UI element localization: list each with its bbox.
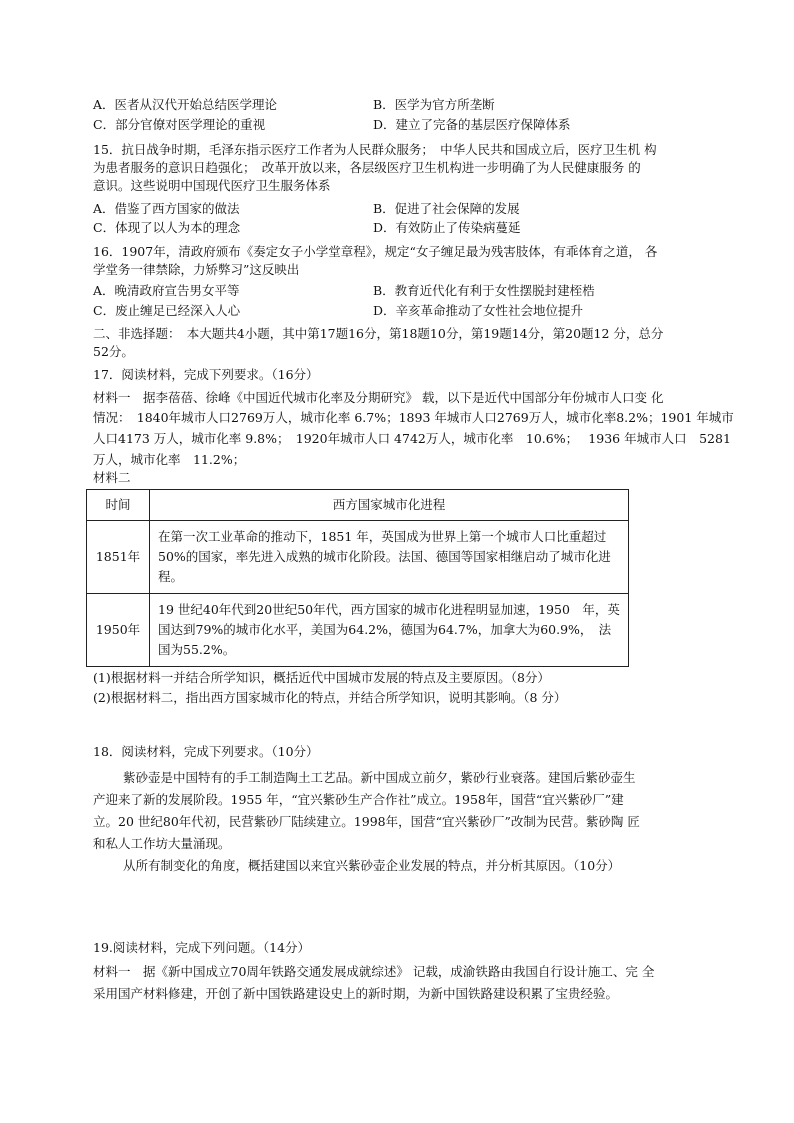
q17-question-1: (1)根据材料一并结合所学知识，概括近代中国城市发展的特点及主要原因。（8分） bbox=[93, 670, 550, 685]
q16-stem-line-1: 16．1907年，清政府颁布《奏定女子小学堂章程》，规定“女子缠足最为残害肢体，有乖体育之道， 各 bbox=[93, 244, 658, 259]
q17-title: 17．阅读材料，完成下列要求。（16分） bbox=[93, 367, 319, 382]
q14-option-b: B．医学为官方所垄断 bbox=[373, 97, 495, 112]
q18-paragraph-line-3: 立。20 世纪80年代初，民营紫砂厂陆续建立。1998年，国营“宜兴紫砂厂”改制为民营。紫砂陶 匠 bbox=[93, 814, 640, 829]
q14-option-a: A．医者从汉代开始总结医学理论 bbox=[93, 97, 278, 112]
table-row bbox=[87, 594, 629, 667]
q15-option-row-2 bbox=[93, 218, 693, 238]
q14-option-d: D．建立了完备的基层医疗保障体系 bbox=[373, 117, 571, 132]
q17-material1-line-1: 材料一 据李蓓蓓、徐峰《中国近代城市化率及分期研究》 载，以下是近代中国部分年份城市人口变 化 bbox=[93, 390, 664, 405]
table-cell-content: 在第一次工业革命的推动下，1851 年，英国成为世界上第一个城市人口比重超过 50%的国家，率先进入成熟的城市化阶段。法国、德国等国家相继启动了城市化进程。 bbox=[150, 521, 629, 594]
q15-stem-line-1: 15．抗日战争时期，毛泽东指示医疗工作者为人民群众服务； 中华人民共和国成立后，医疗卫生机 构 bbox=[93, 142, 657, 157]
q15-option-b: B．促进了社会保障的发展 bbox=[373, 201, 520, 216]
table-header-row bbox=[87, 490, 629, 521]
western-urbanization-table bbox=[86, 489, 629, 667]
q16-stem-line-2: 学堂务一律禁除，力矫弊习”这反映出 bbox=[93, 262, 300, 277]
q16-option-a: A．晚清政府宣告男女平等 bbox=[93, 283, 240, 298]
q19-material1-line-2: 采用国产材料修建，开创了新中国铁路建设史上的新时期，为新中国铁路建设积累了宝贵经验。 bbox=[93, 986, 619, 1001]
q15-option-row-1 bbox=[93, 199, 693, 219]
q18-question: 从所有制变化的角度，概括建国以来宜兴紫砂壶企业发展的特点，并分析其原因。（10分） bbox=[123, 858, 621, 873]
q15-option-a: A．借鉴了西方国家的做法 bbox=[93, 201, 240, 216]
table-cell-time: 1851年 bbox=[87, 521, 150, 594]
q14-option-c: C．部分官僚对医学理论的重视 bbox=[93, 117, 266, 132]
q19-material1-line-1: 材料一 据《新中国成立70周年铁路交通发展成就综述》 记载，成渝铁路由我国自行设计施工、完 全 bbox=[93, 964, 655, 979]
q18-paragraph-line-1: 紫砂壶是中国特有的手工制造陶土工艺品。新中国成立前夕，紫砂行业衰落。建国后紫砂壶生 bbox=[123, 770, 636, 785]
q18-paragraph-line-4: 和私人工作坊大量涌现。 bbox=[93, 836, 231, 851]
q15-stem-line-2: 为患者服务的意识日趋强化； 改革开放以来，各层级医疗卫生机构进一步明确了为人民健康服务 的 bbox=[93, 160, 641, 175]
table-cell-content: 19 世纪40年代到20世纪50年代，西方国家的城市化进程明显加速，1950 年，英国达到79%的城市化水平，美国为64.2%，德国为64.7%，加拿大为60.9%， 法国为55.2%。 bbox=[150, 594, 629, 667]
q18-paragraph-line-2: 产迎来了新的发展阶段。1955 年，“宜兴紫砂生产合作社”成立。1958年，国营“宜兴紫砂厂”建 bbox=[93, 792, 624, 807]
q18-title: 18．阅读材料，完成下列要求。（10分） bbox=[93, 744, 319, 759]
q15-stem-line-3: 意识。这些说明中国现代医疗卫生服务体系 bbox=[93, 178, 331, 193]
q16-option-row-2 bbox=[93, 301, 693, 321]
table-header-time: 时间 bbox=[87, 490, 150, 521]
q17-material2-label: 材料二 bbox=[93, 470, 131, 485]
q17-material1-line-4: 万人，城市化率 11.2%； bbox=[93, 452, 246, 467]
q15-option-d: D．有效防止了传染病蔓延 bbox=[373, 220, 521, 235]
table-cell-time: 1950年 bbox=[87, 594, 150, 667]
q15-option-c: C．体现了以人为本的理念 bbox=[93, 220, 241, 235]
q17-question-2: (2)根据材料二，指出西方国家城市化的特点，并结合所学知识，说明其影响。（8 分） bbox=[93, 690, 567, 705]
section2-heading-line-2: 52分。 bbox=[93, 344, 134, 359]
section2-heading-line-1: 二、非选择题： 本大题共4小题，其中第17题16分，第18题10分，第19题14分，第20题12 分，总分 bbox=[93, 326, 664, 341]
q16-option-row-1 bbox=[93, 281, 693, 301]
q16-option-b: B．教育近代化有利于女性摆脱封建桎梏 bbox=[373, 283, 595, 298]
table-header-process: 西方国家城市化进程 bbox=[150, 490, 629, 521]
table-row bbox=[87, 521, 629, 594]
q14-option-row-2 bbox=[93, 115, 693, 135]
q19-title: 19.阅读材料，完成下列问题。（14分） bbox=[93, 940, 311, 955]
q17-material1-line-2: 情况： 1840年城市人口2769万人，城市化率 6.7%；1893 年城市人口2769万人，城市化率8.2%；1901 年城市 bbox=[93, 410, 734, 425]
q17-material1-line-3: 人口4173 万人，城市化率 9.8%； 1920年城市人口 4742万人，城市化率 10.6%； 1936 年城市人口 5281 bbox=[93, 431, 731, 446]
q16-option-c: C．废止缠足已经深入人心 bbox=[93, 303, 241, 318]
q14-option-row-1 bbox=[93, 95, 693, 115]
q16-option-d: D．辛亥革命推动了女性社会地位提升 bbox=[373, 303, 584, 318]
